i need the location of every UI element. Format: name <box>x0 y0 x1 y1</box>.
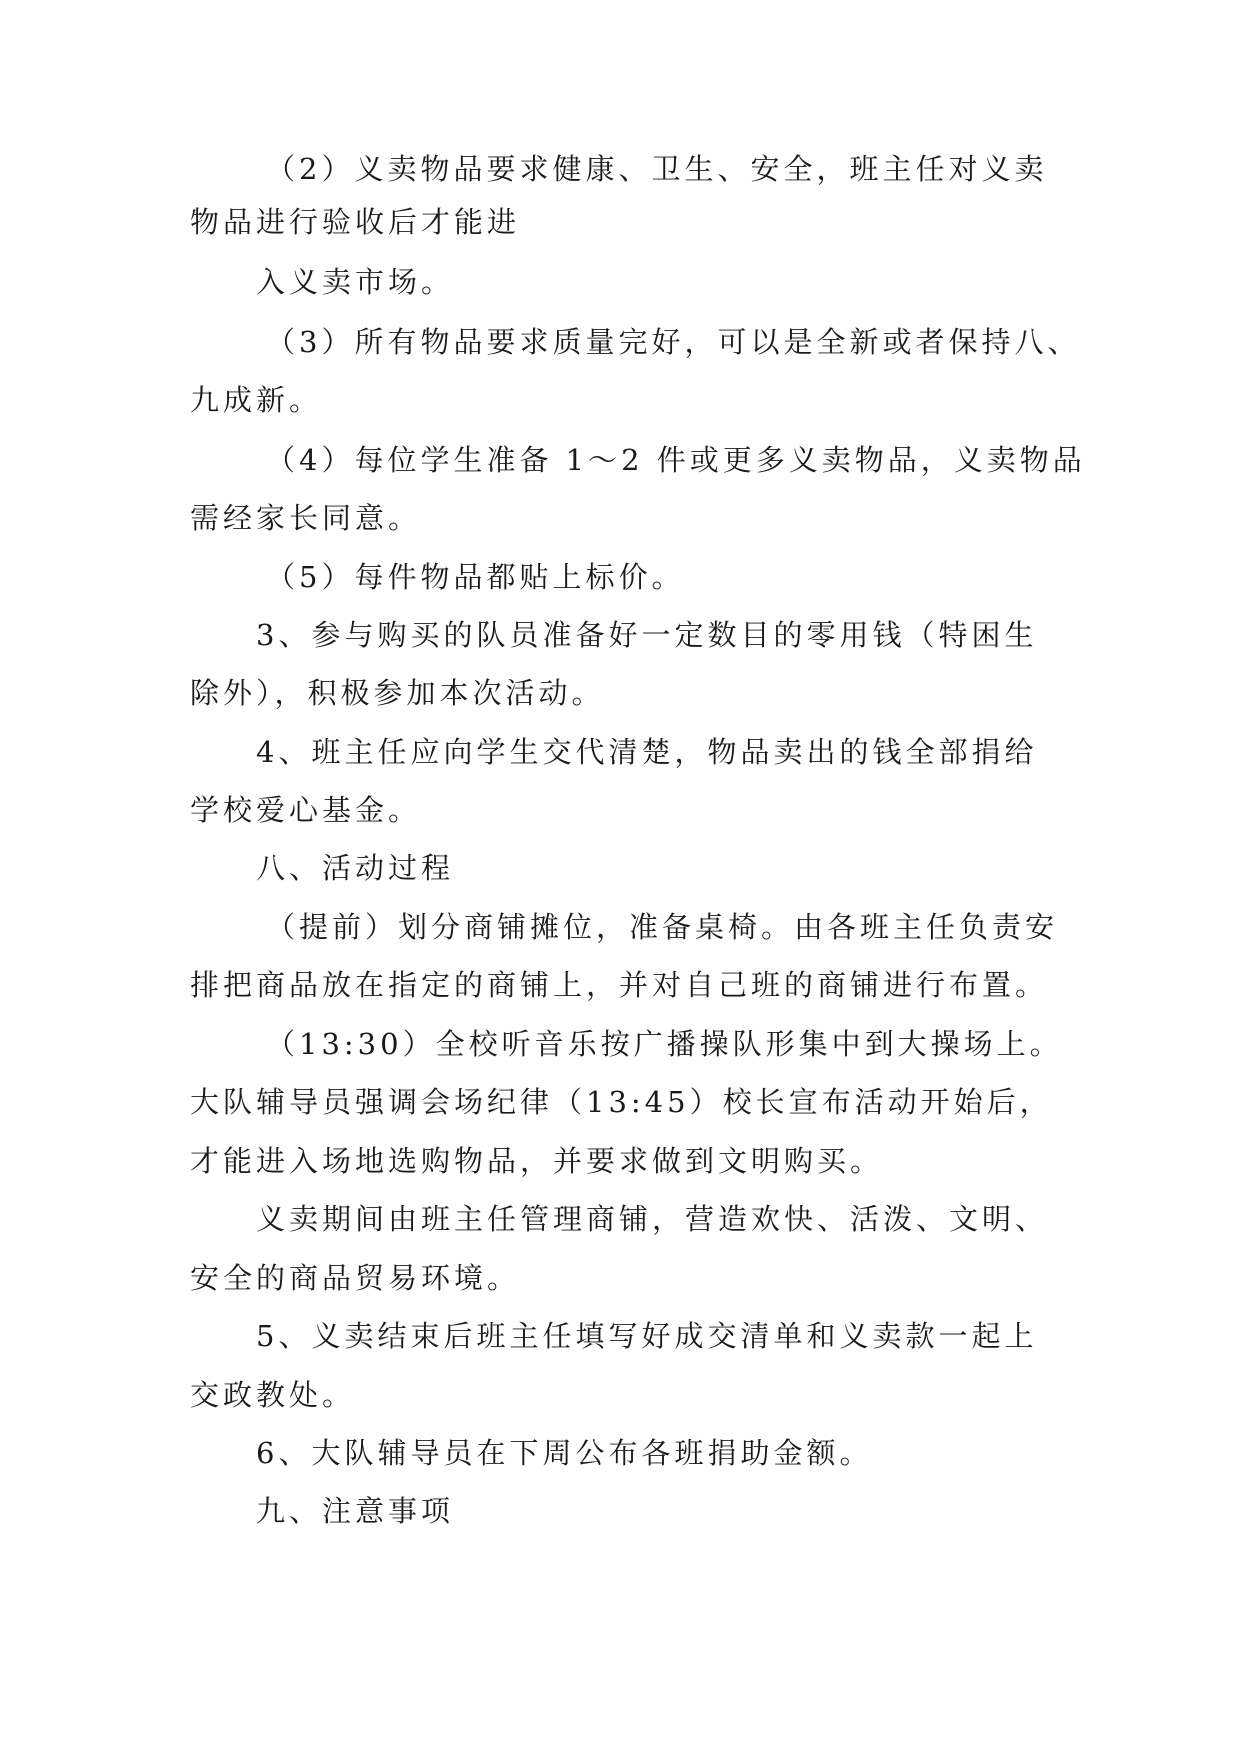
paragraph-line: 4、班主任应向学生交代清楚，物品卖出的钱全部捐给 <box>256 735 1038 769</box>
paragraph-line: 3、参与购买的队员准备好一定数目的零用钱（特困生 <box>256 618 1038 652</box>
paragraph-line: （2）义卖物品要求健康、卫生、安全，班主任对义卖 <box>266 152 1048 186</box>
paragraph-line: 排把商品放在指定的商铺上，并对自己班的商铺进行布置。 <box>190 968 1049 1002</box>
paragraph-line: 物品进行验收后才能进 <box>190 205 521 239</box>
paragraph-line: （提前）划分商铺摊位，准备桌椅。由各班主任负责安 <box>266 910 1059 944</box>
paragraph-line: （13:30）全校听音乐按广播操队形集中到大操场上。 <box>266 1027 1063 1061</box>
paragraph-line: （3）所有物品要求质量完好，可以是全新或者保持八、 <box>266 325 1081 359</box>
paragraph-line: 交政教处。 <box>190 1378 356 1412</box>
paragraph-line: 大队辅导员强调会场纪律（13:45）校长宣布活动开始后， <box>190 1085 1053 1119</box>
paragraph-line: （4）每位学生准备 1～2 件或更多义卖物品，义卖物品 <box>266 443 1086 477</box>
paragraph-line: 6、大队辅导员在下周公布各班捐助金额。 <box>256 1436 873 1470</box>
section-heading: 八、活动过程 <box>256 851 455 885</box>
paragraph-line: （5）每件物品都贴上标价。 <box>266 560 685 594</box>
section-heading: 九、注意事项 <box>256 1494 455 1528</box>
paragraph-line: 需经家长同意。 <box>190 501 422 535</box>
paragraph-line: 义卖期间由班主任管理商铺，营造欢快、活泼、文明、 <box>256 1202 1049 1236</box>
paragraph-line: 5、义卖结束后班主任填写好成交清单和义卖款一起上 <box>256 1319 1038 1353</box>
paragraph-line: 九成新。 <box>190 383 323 417</box>
paragraph-line: 学校爱心基金。 <box>190 793 422 827</box>
paragraph-line: 安全的商品贸易环境。 <box>190 1261 521 1295</box>
paragraph-line: 除外），积极参加本次活动。 <box>190 676 605 710</box>
paragraph-line: 入义卖市场。 <box>256 265 455 299</box>
paragraph-line: 才能进入场地选购物品，并要求做到文明购买。 <box>190 1144 884 1178</box>
